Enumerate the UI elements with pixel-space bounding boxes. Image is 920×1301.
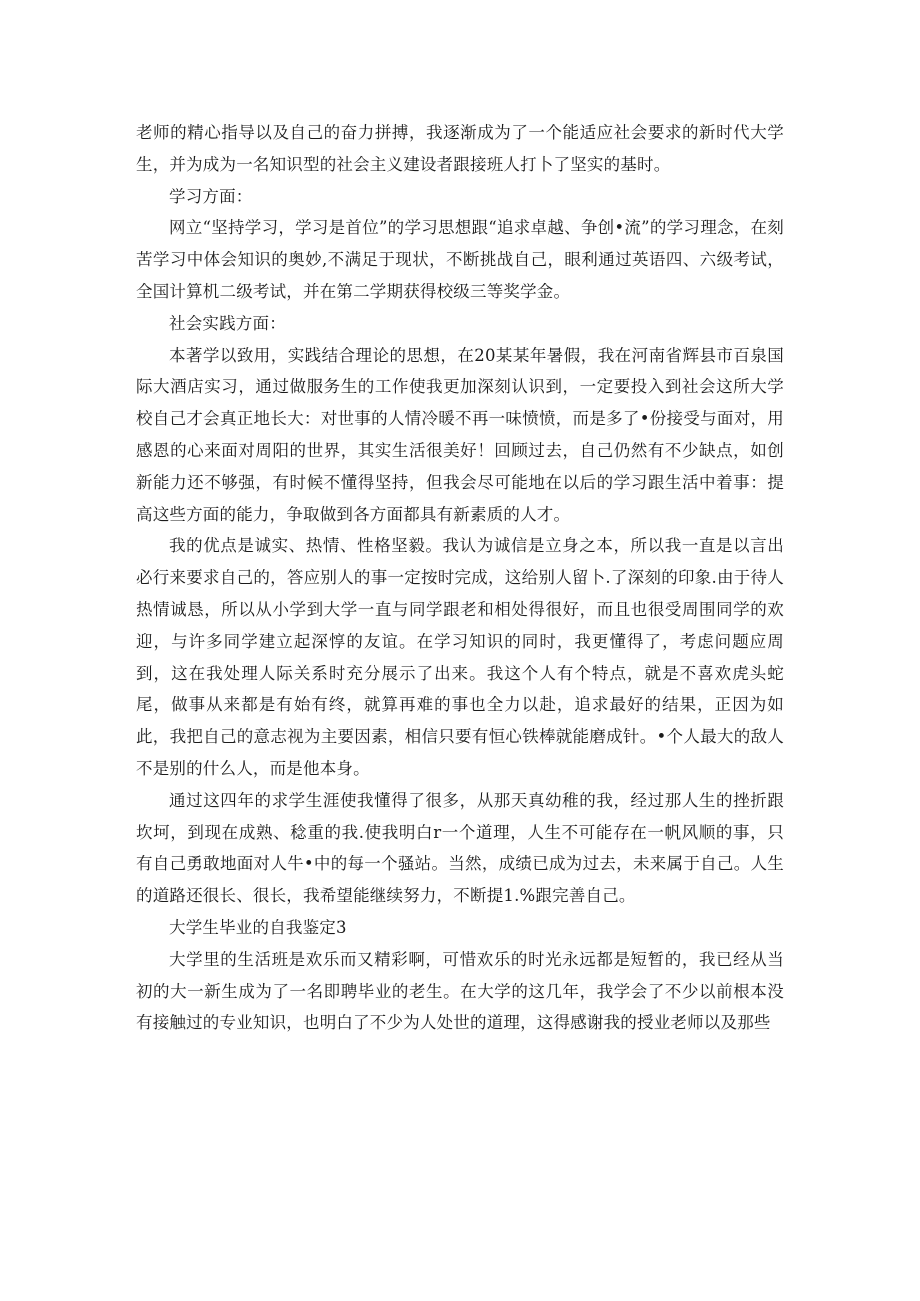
section-title-self-appraisal-3: 大学生毕业的自我鉴定3 [169,917,347,937]
paragraph-intro-continuation: 老师的精心指导以及自己的奋力拼搏，我逐渐成为了一个能适应社会要求的新时代大学生，并为成为一名知识型的社会主义建设者跟接班人打卜了坚实的基时。 [136,123,784,174]
paragraph-social-practice: 本著学以致用，实践结合理论的思想，在20某某年暑假，我在河南省辉县市百泉国际大酒店实习，通过做服务生的工作使我更加深刻认识到，一定要投入到社会这所大学校自己才会真正地长大：对世事的人情冷暖不再一味愤愤，而是多了•份接受与面对，用感恩的心来面对周阳的世界，其实生活很美好！回顾过去，自己仍然有不少缺点，如创新能力还不够强，有时候不懂得坚持，但我会尽可能地在以后的学习跟生活中着事：提高这些方面的能力，争取做到各方面都具有新素质的人才。 [136,345,784,524]
paragraph-study: 网立“坚持学习，学习是首位”的学习思想跟“追求卓越、争创•流”的学习理念，在刻苦学习中体会知识的奥妙,不满足于现状，不断挑战自己，眼利通过英语四、六级考试，全国计算机二级考试，并在第二学期获得校级三等奖学金。 [136,218,784,301]
paragraph-four-years: 通过这四年的求学生涯使我懂得了很多，从那天真幼稚的我，经过那人生的挫折跟坎坷，到现在成熟、稔重的我.使我明白r一个道理，人生不可能存在一帆风顺的事，只有自己勇敢地面对人牛•中的每一个骚站。当然，成绩已成为过去，未来属于自己。人生的道路还很长、很长，我希望能继续努力，不断提1.%跟完善自己。 [136,790,784,906]
document-body [136,117,784,1039]
heading-social-practice: 社会实践方面： [169,313,286,333]
heading-study: 学习方面： [169,186,253,206]
paragraph-strengths: 我的优点是诚实、热情、性格坚毅。我认为诚信是立身之本，所以我一直是以言出必行来要求自己的，答应别人的事一定按时完成，这给别人留卜.了深刻的印象.由于待人热情诚恳，所以从小学到大学一直与同学跟老和相处得很好，而且也很受周围同学的欢迎，与许多同学建立起深惇的友谊。在学习知识的同时，我更懂得了，考虑问题应周到，这在我处理人际关系时充分展示了出来。我这个人有个特点，就是不喜欢虎头蛇尾，做事从来都是有始有终，就算再难的事也全力以赴，追求最好的结果，正因为如此，我把自己的意志视为主要因素，相信只要有恒心铁棒就能磨成针。•个人最大的敌人不是别的什么人，而是他本身。 [136,536,784,778]
paragraph-university-life: 大学里的生活班是欢乐而又精彩啊，可惜欢乐的时光永远都是短暂的，我已经从当初的大一新生成为了一名即聘毕业的老生。在大学的这几年，我学会了不少以前根本没有接触过的专业知识，也明白了不少为人处世的道理，这得感谢我的授业老师以及那些 [136,949,784,1033]
